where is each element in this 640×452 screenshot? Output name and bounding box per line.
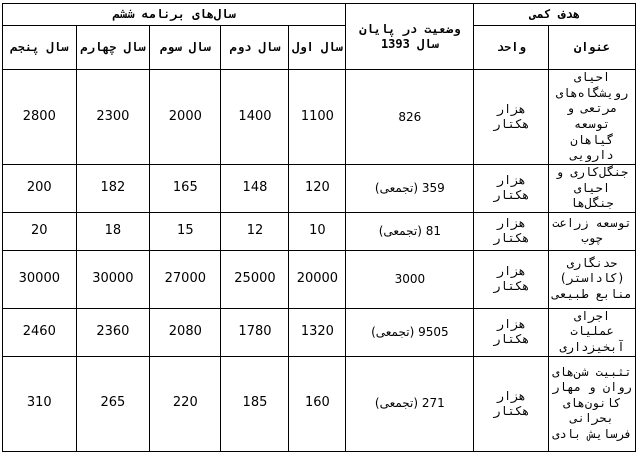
row-year-value: 265	[76, 356, 150, 451]
table-row	[3, 165, 636, 213]
row-year-value: 12	[221, 212, 289, 250]
row-year-value: 165	[150, 165, 221, 213]
row-year-value: 185	[221, 356, 289, 451]
goal-header: هدف کمی	[474, 4, 636, 26]
row-year-value: 18	[76, 212, 150, 250]
row-year-value: 1100	[289, 70, 346, 165]
row-status: 3000	[346, 250, 474, 308]
year-header: سال سوم	[150, 26, 221, 70]
row-year-value: 120	[289, 165, 346, 213]
row-year-value: 30000	[3, 250, 77, 308]
row-status: 826	[346, 70, 474, 165]
row-year-value: 27000	[150, 250, 221, 308]
row-title: احیای رویشگاه‌های مرتعی و توسعه گیاهان دارویی	[549, 70, 636, 165]
row-status: 81 (تجمعی)	[346, 212, 474, 250]
row-year-value: 2360	[76, 308, 150, 356]
row-year-value: 148	[221, 165, 289, 213]
title-header: عنوان	[549, 26, 636, 70]
row-year-value: 160	[289, 356, 346, 451]
unit-header: واحد	[474, 26, 549, 70]
row-year-value: 20	[3, 212, 77, 250]
row-title: حدنگاری (کاداستر) منابع طبیعی	[549, 250, 636, 308]
row-status: 359 (تجمعی)	[346, 165, 474, 213]
row-year-value: 220	[150, 356, 221, 451]
row-year-value: 2080	[150, 308, 221, 356]
status-header: وضعیت در پایان سال 1393	[346, 4, 474, 70]
year-header: سال پنجم	[3, 26, 77, 70]
row-status: 9505 (تجمعی)	[346, 308, 474, 356]
row-title: اجرای عملیات آبخیزداری	[549, 308, 636, 356]
table-row	[3, 356, 636, 451]
row-year-value: 20000	[289, 250, 346, 308]
row-year-value: 15	[150, 212, 221, 250]
header-row-sub	[3, 26, 636, 70]
row-year-value: 1320	[289, 308, 346, 356]
row-unit: هزار هکتار	[474, 308, 549, 356]
year-header: سال اول	[289, 26, 346, 70]
row-unit: هزار هکتار	[474, 70, 549, 165]
header-row-top	[3, 4, 636, 26]
table-row	[3, 212, 636, 250]
row-year-value: 200	[3, 165, 77, 213]
row-unit: هزار هکتار	[474, 165, 549, 213]
row-year-value: 2800	[3, 70, 77, 165]
row-year-value: 310	[3, 356, 77, 451]
table-row	[3, 70, 636, 165]
row-year-value: 10	[289, 212, 346, 250]
row-title: جنگل‌کاری و احیای جنگل‌ها	[549, 165, 636, 213]
row-year-value: 2300	[76, 70, 150, 165]
table-row	[3, 250, 636, 308]
row-year-value: 1780	[221, 308, 289, 356]
row-year-value: 25000	[221, 250, 289, 308]
row-title: توسعه زراعت چوب	[549, 212, 636, 250]
goals-table	[2, 3, 636, 452]
row-year-value: 1400	[221, 70, 289, 165]
row-year-value: 2460	[3, 308, 77, 356]
row-unit: هزار هکتار	[474, 250, 549, 308]
year-header: سال دوم	[221, 26, 289, 70]
table-row	[3, 308, 636, 356]
row-year-value: 30000	[76, 250, 150, 308]
row-status: 271 (تجمعی)	[346, 356, 474, 451]
year-header: سال چهارم	[76, 26, 150, 70]
row-year-value: 2000	[150, 70, 221, 165]
row-year-value: 182	[76, 165, 150, 213]
row-unit: هزار هکتار	[474, 212, 549, 250]
plan-years-header: سال‌های برنامه ششم	[3, 4, 346, 26]
row-title: تثبیت شن‌های روان و مهار کانون‌های بحرانی فرسایش بادی	[549, 356, 636, 451]
row-unit: هزار هکتار	[474, 356, 549, 451]
